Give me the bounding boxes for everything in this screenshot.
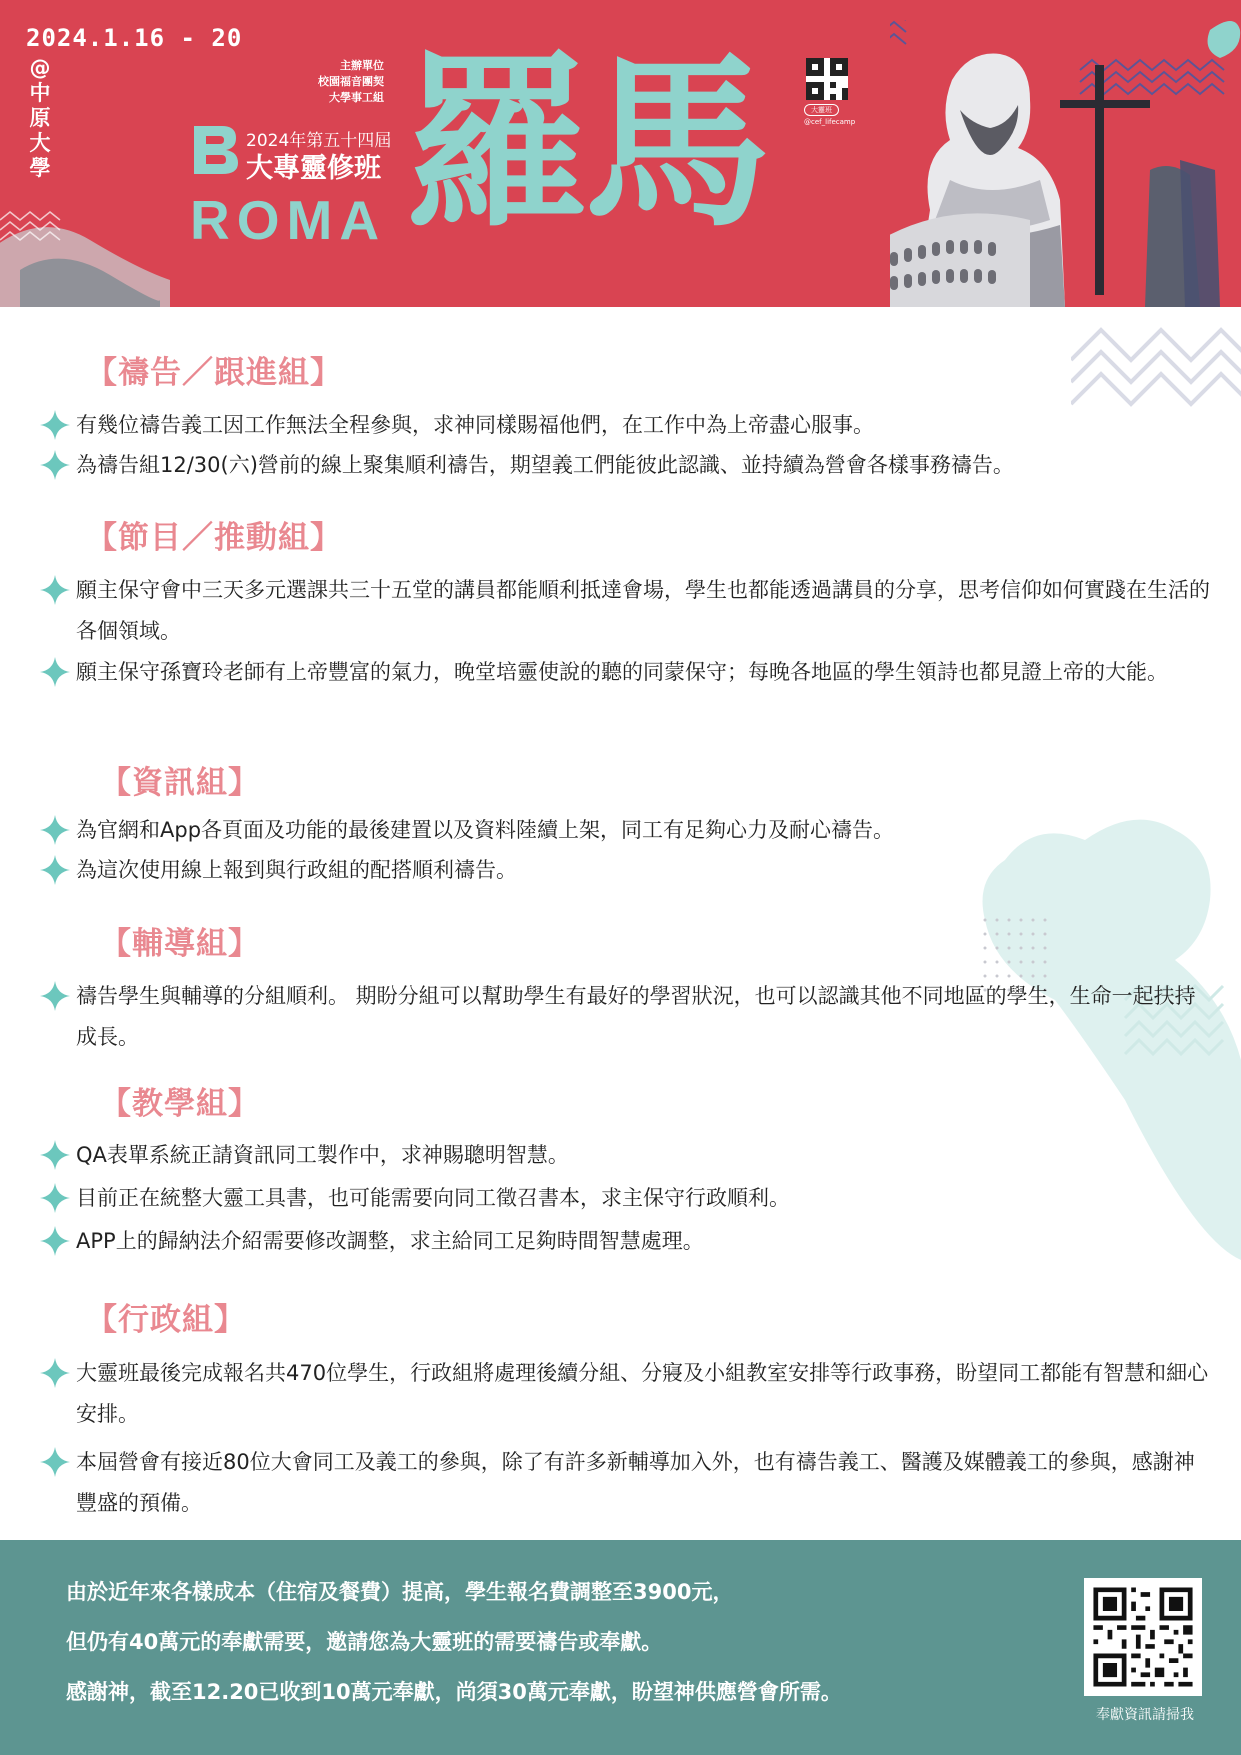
item-text: 本屆營會有接近80位大會同工及義工的參與，除了有許多新輔導加入外，也有禱告義工、醫護及媒體義工的參與，感謝神豐盛的預備。 xyxy=(76,1450,1195,1515)
camp-logo-icon xyxy=(192,124,240,176)
item-text: 大靈班最後完成報名共470位學生，行政組將處理後續分組、分寢及小組教室安排等行政事務，盼望同工都能有智慧和細心安排。 xyxy=(76,1361,1209,1426)
organizer-line-1: 校園福音團契 xyxy=(318,75,384,88)
four-point-star-icon xyxy=(38,573,72,607)
footer-line-1: 由於近年來各樣成本（住宿及餐費）提高，學生報名費調整至3900元， xyxy=(66,1580,734,1604)
section-title-counsel: 【輔導組】 xyxy=(100,926,260,962)
zigzag-decor-right-icon xyxy=(1071,300,1241,420)
four-point-star-icon xyxy=(38,853,72,887)
section-title-teaching: 【教學組】 xyxy=(100,1086,260,1122)
organizer-line-2: 大學事工組 xyxy=(329,91,384,104)
four-point-star-icon xyxy=(38,1138,72,1172)
social-handle: @cef_lifecamp xyxy=(804,118,856,126)
qr-label: 奉獻資訊請掃我 xyxy=(1096,1707,1194,1723)
four-point-star-icon xyxy=(38,979,72,1013)
four-point-star-icon xyxy=(38,813,72,847)
item-text: 為禱告組12/30(六)營前的線上聚集順利禱告，期望義工們能彼此認識、並持續為營會各樣事務禱告。 xyxy=(76,453,1014,477)
list-item xyxy=(38,1221,1213,1262)
banner-decor-left xyxy=(0,190,170,307)
colosseum-icon xyxy=(890,213,1030,307)
list-item xyxy=(38,570,1213,652)
four-point-star-icon xyxy=(38,655,72,689)
main-title: 羅馬 xyxy=(404,41,765,248)
list-item xyxy=(38,652,1213,693)
organizer-label: 主辦單位 xyxy=(340,59,384,72)
list-item xyxy=(38,810,1213,851)
donation-qr-code[interactable] xyxy=(1084,1578,1202,1696)
organizer-block xyxy=(296,58,384,106)
list-item xyxy=(38,445,1213,486)
zigzag-decor-icon xyxy=(890,20,1224,94)
qr-code-icon xyxy=(1084,1578,1202,1696)
event-venue: @中原大學 xyxy=(29,56,51,180)
cross-icon xyxy=(1060,65,1150,295)
four-point-star-icon xyxy=(38,1445,72,1479)
event-date: 2024.1.16 - 20 xyxy=(26,24,243,52)
section-title-program: 【節目／推動組】 xyxy=(86,520,342,556)
section-title-prayer: 【禱告／跟進組】 xyxy=(86,355,342,391)
four-point-star-icon xyxy=(38,448,72,482)
edition-text: 2024年第五十四屆 xyxy=(246,131,392,151)
footer-line-3: 感謝神，截至12.20已收到10萬元奉獻，尚須30萬元奉獻，盼望神供應營會所需。 xyxy=(66,1680,842,1704)
item-text: 禱告學生與輔導的分組順利。 期盼分組可以幫助學生有最好的學習狀況，也可以認識其他不同地區的學生，生命一起扶持成長。 xyxy=(76,984,1196,1049)
roma-wordmark: ROMA xyxy=(190,189,387,251)
section-title-admin: 【行政組】 xyxy=(86,1302,246,1338)
four-point-star-icon xyxy=(38,1356,72,1390)
qr-code-small-icon xyxy=(806,58,848,100)
item-text: 為這次使用線上報到與行政組的配搭順利禱告。 xyxy=(76,858,517,882)
list-item xyxy=(38,850,1213,891)
item-text: 為官網和App各頁面及功能的最後建置以及資料陸續上架，同工有足夠心力及耐心禱告。 xyxy=(76,818,895,842)
list-item xyxy=(38,1135,1213,1176)
footer-line-2: 但仍有40萬元的奉獻需要，邀請您為大靈班的需要禱告或奉獻。 xyxy=(66,1630,663,1654)
four-point-star-icon xyxy=(38,1181,72,1215)
rome-artwork xyxy=(890,20,1241,307)
list-item xyxy=(38,1353,1213,1435)
qr-caption: 大靈班 xyxy=(804,104,839,116)
item-text: 有幾位禱告義工因工作無法全程參與，求神同樣賜福他們，在工作中為上帝盡心服事。 xyxy=(76,413,874,437)
item-text: 願主保守會中三天多元選課共三十五堂的講員都能順利抵達會場，學生也都能透過講員的分享，思考信仰如何實踐在生活的各個領域。 xyxy=(76,578,1210,643)
camp-name: 大專靈修班 xyxy=(246,153,381,184)
item-text: 願主保守孫寶玲老師有上帝豐富的氣力，晚堂培靈使說的聽的同蒙保守；每晚各地區的學生領詩也都見證上帝的大能。 xyxy=(76,660,1168,684)
four-point-star-icon xyxy=(38,1224,72,1258)
item-text: QA表單系統正請資訊同工製作中，求神賜聰明智慧。 xyxy=(76,1143,569,1167)
list-item xyxy=(38,1442,1213,1524)
section-title-info: 【資訊組】 xyxy=(100,765,260,801)
list-item xyxy=(38,1178,1213,1219)
item-text: 目前正在統整大靈工具書，也可能需要向同工徵召書本，求主保守行政順利。 xyxy=(76,1186,790,1210)
four-point-star-icon xyxy=(38,408,72,442)
list-item xyxy=(38,976,1213,1058)
teal-blob xyxy=(1208,21,1241,58)
header-banner xyxy=(0,0,1241,307)
list-item xyxy=(38,405,1213,446)
item-text: APP上的歸納法介紹需要修改調整，求主給同工足夠時間智慧處理。 xyxy=(76,1229,704,1253)
